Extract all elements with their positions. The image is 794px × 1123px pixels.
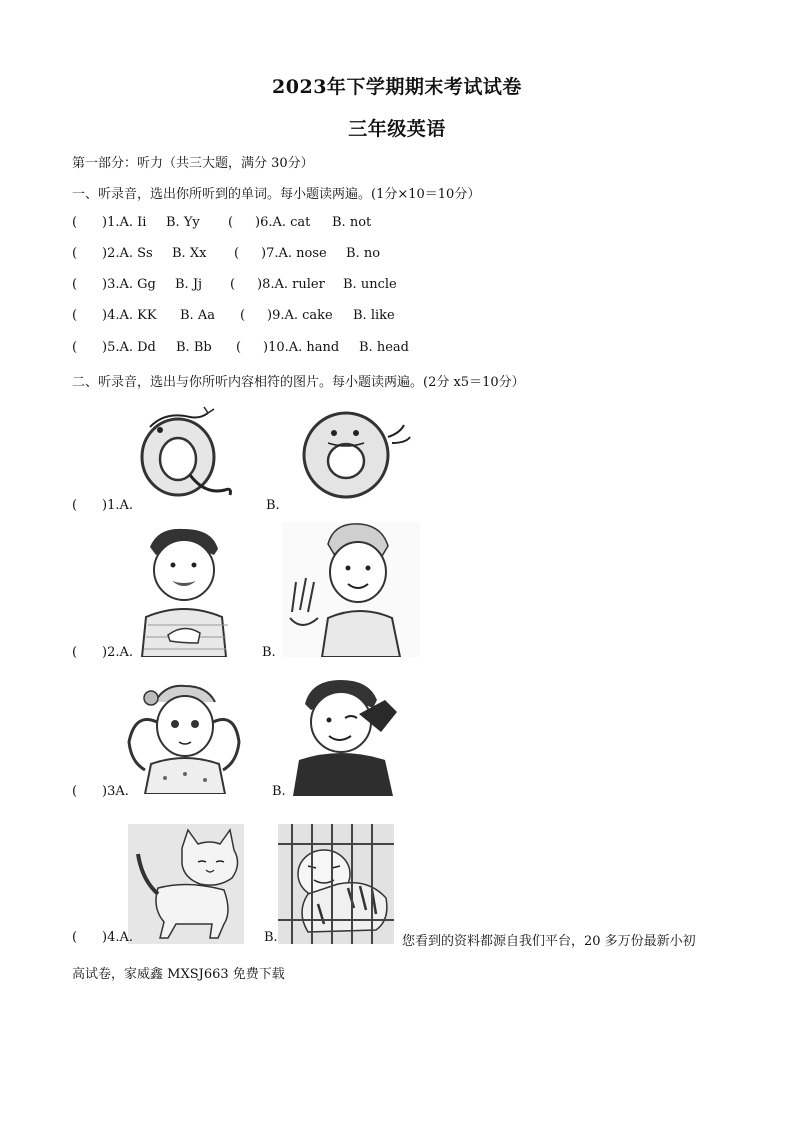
option-a: )3.A. Gg [102,277,156,292]
option-a: )4.A. KK [102,308,157,323]
option-b-label: B. [262,645,276,660]
letter-q-picture[interactable] [130,405,240,500]
answer-paren[interactable]: ( [72,498,78,513]
answer-paren[interactable]: ( [72,246,78,261]
part-heading: 第一部分：听力（共三大题，满分 30分） [72,156,314,171]
picture-question-label [72,930,133,945]
promo-text-line2: 高试卷，家威鑫 MXSJ663 免费下载 [72,967,285,982]
option-b: B. like [353,308,395,323]
option-a-label: )2.A. [102,645,133,660]
option-a: )2.A. Ss [102,246,153,261]
letter-o-picture[interactable] [288,403,418,501]
option-b: B. head [359,340,409,355]
exam-title: 2023年下学期期末考试试卷 [272,76,522,98]
option-b: B. Aa [180,308,215,323]
question-row [0,246,794,264]
option-b: B. not [332,215,372,230]
answer-paren[interactable]: ( [234,246,240,261]
boy-waving-picture[interactable] [282,522,420,657]
option-a-label: )4.A. [102,930,133,945]
picture-question-label [72,498,133,513]
option-b: B. Xx [172,246,207,261]
question-row [0,340,794,358]
option-a: )8.A. ruler [257,277,325,292]
option-a: )6.A. cat [255,215,311,230]
question-row [0,277,794,295]
answer-paren[interactable]: ( [240,308,246,323]
question-row [0,215,794,233]
option-b-label: B. [266,498,280,513]
option-a: )7.A. nose [261,246,327,261]
girl-touching-ears-picture[interactable] [125,682,243,794]
picture-question-label [72,645,133,660]
promo-text-line1: 您看到的资料都源自我们平台，20 多万份最新小初 [402,934,696,949]
option-a-label: )1.A. [102,498,133,513]
answer-paren[interactable]: ( [72,784,78,799]
cat-picture[interactable] [128,824,244,944]
answer-paren[interactable]: ( [236,340,242,355]
option-a: )1.A. Ii [102,215,147,230]
answer-paren[interactable]: ( [72,645,78,660]
question-row [0,308,794,326]
picture-question-label [72,784,129,799]
answer-paren[interactable]: ( [72,340,78,355]
option-b: B. uncle [343,277,397,292]
section1-instruction: 一、听录音，选出你所听到的单词。每小题读两遍。(1分×10＝10分） [72,187,481,202]
answer-paren[interactable]: ( [72,930,78,945]
option-b: B. no [346,246,381,261]
tiger-in-cage-picture[interactable] [278,824,394,944]
exam-subtitle: 三年级英语 [348,118,446,140]
option-b: B. Jj [175,277,203,292]
boy-touching-eye-picture[interactable] [285,678,403,796]
answer-paren[interactable]: ( [72,215,78,230]
option-b-label: B. [264,930,278,945]
option-a-label: )3A. [102,784,129,799]
section2-instruction: 二、听录音，选出与你所听内容相符的图片。每小题读两遍。(2分 x5＝10分） [72,375,525,390]
answer-paren[interactable]: ( [72,277,78,292]
boy-hand-on-chest-picture[interactable] [128,525,240,657]
option-b: B. Yy [166,215,200,230]
option-b: B. Bb [176,340,212,355]
answer-paren[interactable]: ( [228,215,234,230]
option-a: )9.A. cake [267,308,333,323]
option-a: )10.A. hand [263,340,340,355]
answer-paren[interactable]: ( [230,277,236,292]
option-b-label: B. [272,784,286,799]
option-a: )5.A. Dd [102,340,156,355]
answer-paren[interactable]: ( [72,308,78,323]
